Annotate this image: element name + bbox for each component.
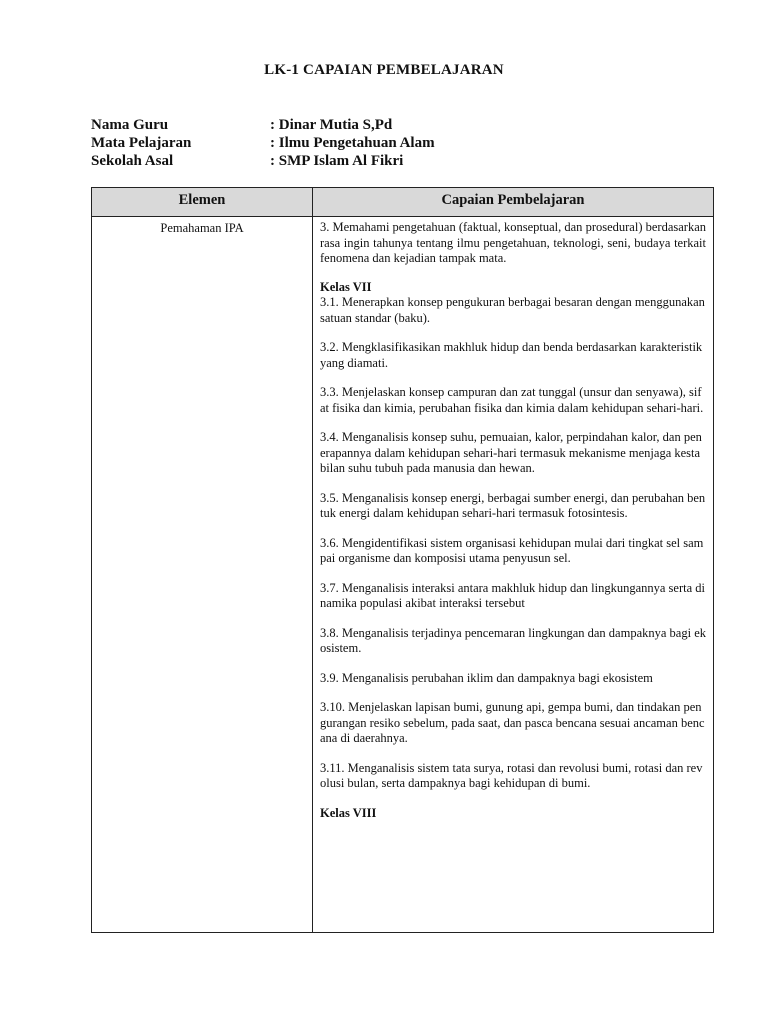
list-item: 3.4. Menganalisis konsep suhu, pemuaian, kalor, perpindahan kalor, dan penerapannya dalam kehidupan sehari-hari termasuk mekanisme menjaga kestabilan suhu tubuh pada manusia dan hewan.	[320, 430, 702, 475]
list-item: 3.9. Menganalisis perubahan iklim dan dampaknya bagi ekosistem	[320, 670, 653, 685]
subject-value: : Ilmu Pengetahuan Alam	[270, 135, 435, 151]
teacher-info-block	[91, 116, 691, 170]
kelas-viii-heading: Kelas VIII	[320, 805, 377, 820]
school-value: : SMP Islam Al Fikri	[270, 153, 404, 169]
school-label: Sekolah Asal	[91, 153, 174, 169]
kelas-vii-heading: Kelas VII	[320, 279, 372, 294]
list-item: 3.10. Menjelaskan lapisan bumi, gunung api, gempa bumi, dan tindakan pengurangan resiko sebelum, pada saat, dan pasca bencana sesuai ancaman bencana di daerahnya.	[320, 700, 705, 745]
subject-label: Mata Pelajaran	[91, 135, 192, 151]
teacher-row	[91, 116, 691, 134]
subject-row	[91, 134, 691, 152]
list-item: 3.11. Menganalisis sistem tata surya, rotasi dan revolusi bumi, rotasi dan revolusi bulan, serta dampaknya bagi kehidupan di bumi.	[320, 760, 703, 790]
list-item: 3.7. Menganalisis interaksi antara makhluk hidup dan lingkungannya serta dinamika populasi akibat interaksi tersebut	[320, 580, 705, 610]
teacher-value: : Dinar Mutia S,Pd	[270, 117, 393, 133]
elemen-cell: Pemahaman IPA	[92, 217, 313, 932]
intro-paragraph: 3. Memahami pengetahuan (faktual, konseptual, dan prosedural) berdasarkan rasa ingin tahunya tentang ilmu pengetahuan, teknologi, seni, budaya terkait fenomena dan kejadian tampak mata.	[320, 220, 706, 265]
list-item: 3.3. Menjelaskan konsep campuran dan zat tunggal (unsur dan senyawa), sifat fisika dan kimia, perubahan fisika dan kimia dalam kehidupan sehari-hari.	[320, 385, 704, 415]
header-elemen: Elemen	[92, 188, 313, 216]
school-row	[91, 152, 691, 170]
list-item: 3.5. Menganalisis konsep energi, berbagai sumber energi, dan perubahan bentuk energi dalam kehidupan sehari-hari termasuk fotosintesis.	[320, 490, 706, 520]
list-item: 3.1. Menerapkan konsep pengukuran berbagai besaran dengan menggunakan satuan standar (baku).	[320, 295, 705, 325]
teacher-label: Nama Guru	[91, 117, 169, 133]
table-row	[92, 217, 713, 932]
document-title: LK-1 CAPAIAN PEMBELAJARAN	[264, 62, 504, 78]
list-item: 3.8. Menganalisis terjadinya pencemaran lingkungan dan dampaknya bagi ekosistem.	[320, 625, 706, 655]
list-item: 3.2. Mengklasifikasikan makhluk hidup dan benda berdasarkan karakteristik yang diamati.	[320, 340, 703, 370]
table-header-row	[92, 188, 713, 217]
learning-outcomes-table	[91, 187, 714, 933]
capaian-cell	[313, 217, 713, 932]
list-item: 3.6. Mengidentifikasi sistem organisasi kehidupan mulai dari tingkat sel sampai organisme dan komposisi utama penyusun sel.	[320, 535, 704, 565]
header-capaian: Capaian Pembelajaran	[441, 192, 585, 208]
